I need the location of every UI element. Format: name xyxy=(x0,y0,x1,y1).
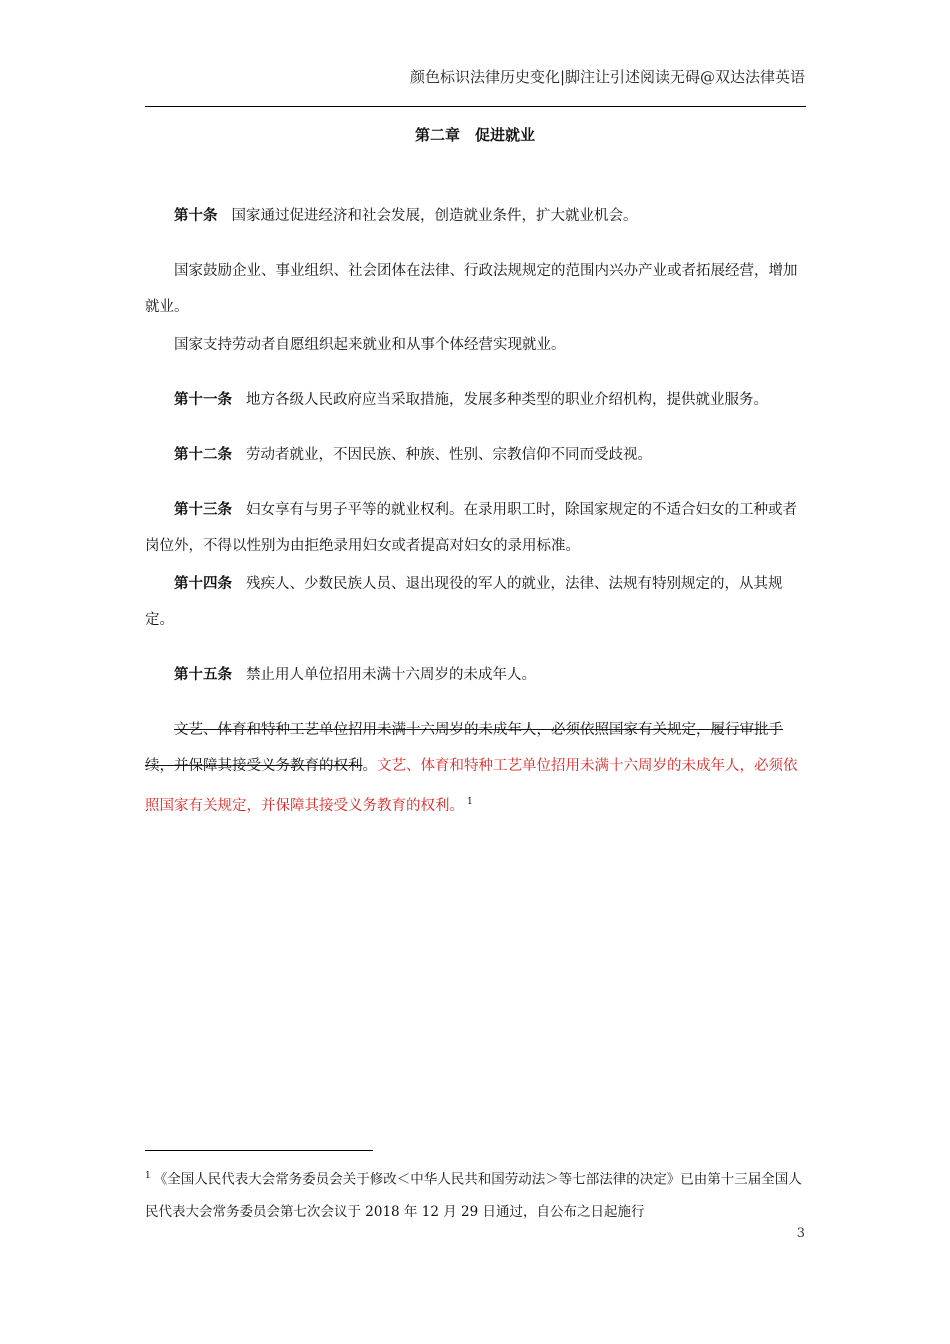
added-text: 文艺、体育和特种工艺单位招用未满十六周岁的未成年人，必须依照国家有关规定，并保障其接受义务教育的权利。 xyxy=(145,758,798,814)
article-text: 禁止用人单位招用未满十六周岁的未成年人。 xyxy=(246,667,536,683)
page-header: 颜色标识法律历史变化|脚注让引述阅读无碍@双达法律英语 xyxy=(409,68,805,86)
article-label: 第十三条 xyxy=(174,501,232,518)
footnote-divider xyxy=(145,1150,373,1151)
paragraph-text: 国家鼓励企业、事业组织、社会团体在法律、行政法规规定的范围内兴办产业或者拓展经营，增加就业。 xyxy=(145,263,798,315)
article-12 xyxy=(145,437,806,473)
page-number: 3 xyxy=(796,1226,805,1241)
article-text: 地方各级人民政府应当采取措施，发展多种类型的职业介绍机构，提供就业服务。 xyxy=(246,392,768,408)
footnote-reference[interactable]: 1 xyxy=(467,797,473,807)
article-14 xyxy=(145,566,806,638)
article-label: 第十一条 xyxy=(174,391,232,408)
article-label: 第十二条 xyxy=(174,446,232,463)
article-15 xyxy=(145,657,806,693)
article-text: 妇女享有与男子平等的就业权利。在录用职工时，除国家规定的不适合妇女的工种或者岗位外，不得以性别为由拒绝录用妇女或者提高对妇女的录用标准。 xyxy=(145,502,797,554)
footnote xyxy=(145,1160,806,1228)
paragraph-text: 国家支持劳动者自愿组织起来就业和从事个体经营实现就业。 xyxy=(174,337,566,353)
paragraph xyxy=(145,327,806,363)
article-text: 国家通过促进经济和社会发展，创造就业条件，扩大就业机会。 xyxy=(231,208,638,224)
article-10 xyxy=(145,198,806,234)
article-11 xyxy=(145,382,806,418)
amended-paragraph xyxy=(145,712,806,824)
article-label: 第十四条 xyxy=(174,575,232,592)
footnote-text: 《全国人民代表大会常务委员会关于修改＜中华人民共和国劳动法＞等七部法律的决定》已由第十三届全国人民代表大会常务委员会第七次会议于 2018 年 12 月 29 日通过，自公布之日起施行 xyxy=(145,1171,802,1220)
article-13 xyxy=(145,492,806,564)
article-label: 第十五条 xyxy=(174,666,232,683)
document-body xyxy=(145,198,806,843)
sentence-end: 。 xyxy=(362,758,377,774)
article-text: 残疾人、少数民族人员、退出现役的军人的就业，法律、法规有特别规定的，从其规定。 xyxy=(145,576,783,628)
footnote-number: 1 xyxy=(145,1171,151,1181)
article-label: 第十条 xyxy=(174,207,218,224)
header-divider xyxy=(145,106,806,107)
chapter-title: 第二章 促进就业 xyxy=(414,126,535,144)
deleted-text: 文艺、体育和特种工艺单位招用未满十六周岁的未成年人，必须依照国家有关规定，履行审批手续，并保障其接受义务教育的权利 xyxy=(145,722,783,774)
article-text: 劳动者就业，不因民族、种族、性别、宗教信仰不同而受歧视。 xyxy=(246,447,652,463)
paragraph xyxy=(145,253,806,325)
